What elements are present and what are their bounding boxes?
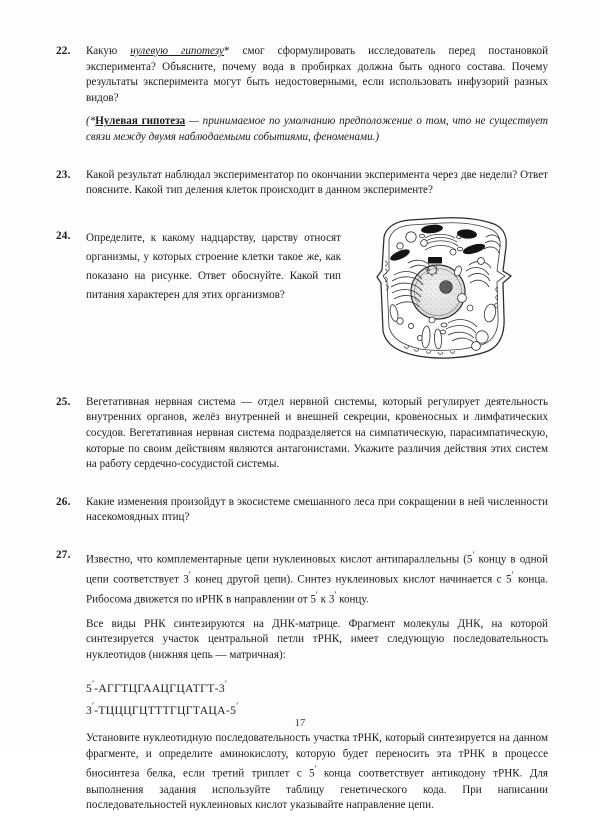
- question-text-24: Определите, к какому надцарству, царству относят организмы, у которых строение клетки такое же, как показано на рисунке. Ответ обоснуйте. Какой тип питания характерен для этих организмов?: [86, 231, 341, 301]
- q27-p1-b: концу в одной цепи соответствует 3: [86, 553, 548, 586]
- q27-p1-c: конец другой цепи). Синтез нуклеиновых кислот начинается с 5: [190, 573, 512, 586]
- question-22-paragraph-1: [86, 44, 548, 106]
- question-22-footnote: [86, 114, 548, 145]
- seq2-bases: -ТЦЦЦГЦТТТГЦГТАЦА-: [94, 704, 231, 718]
- question-27-paragraph-2: Все виды РНК синтезируются на ДНК-матрице. Фрагмент молекулы ДНК, на которой синтезируется участок центральной петли тРНК, имеет следующую последовательность нуклеотидов (нижняя цепь — матричная):: [86, 617, 548, 661]
- q22-term-null-hypothesis: нулевую гипотезу: [130, 45, 224, 57]
- q27-p1-f: концу.: [336, 594, 369, 607]
- q27-p1-e: к 3: [317, 594, 335, 607]
- q22-footnote-definition: — принимаемое по умолчанию предположение о том, что не существует связи между двумя наблюдаемыми событиями, феноменами.): [86, 115, 548, 143]
- prime-mark: ′: [314, 764, 317, 775]
- question-number-27: 27.: [56, 548, 71, 561]
- question-block-22: [56, 44, 548, 146]
- question-number-22: 22.: [56, 45, 71, 57]
- nucleolus: [439, 280, 452, 293]
- prime-mark: ′: [225, 678, 228, 689]
- question-block-24: [56, 229, 548, 365]
- question-block-25: [56, 395, 548, 473]
- eukaryotic-animal-cell-diagram: [370, 213, 520, 365]
- q27-closing-a: Установите нуклеотидную последовательность участка тРНК, который синтезируется на данном фрагменте, и определите аминокислоту, которую будет переносить эта тРНК в процессе биосинтеза белка, если третий триплет с 5: [86, 732, 548, 781]
- seq1-bases: -АГГТЦГААЦГЦАТГТ-: [94, 681, 219, 695]
- q22-footnote-term: Нулевая гипотеза: [95, 115, 186, 128]
- question-block-27: [56, 548, 548, 814]
- prime-mark: ′: [236, 701, 239, 712]
- q27-p1-d: конца. Рибосома движется по иРНК в направлении от 5: [86, 573, 548, 607]
- question-27-paragraph-1: [86, 548, 548, 609]
- seq2-start-label: 3: [86, 704, 93, 718]
- question-26-paragraph-1: Какие изменения произойдут в экосистеме смешанного леса при сокращении в ней численности насекомоядных птиц?: [86, 495, 548, 524]
- prime-mark: ′: [334, 590, 337, 601]
- question-text-22: [86, 44, 548, 146]
- question-number-26: 26.: [56, 495, 71, 508]
- prime-mark: ′: [315, 590, 318, 601]
- seq1-end-label: 3: [218, 681, 226, 695]
- question-number-23: 23.: [56, 168, 71, 181]
- q27-closing-b: конца соответствует антикодону тРНК. Для выполнения задания используйте таблицу генетического кода. При написании последовательностей нуклеиновых кислот указывайте направление цепи.: [86, 768, 548, 812]
- question-text-23: [86, 168, 548, 199]
- question-text-25: [86, 395, 548, 473]
- mitochondrion: [428, 257, 442, 264]
- question-text-26: [86, 495, 548, 526]
- prime-mark: ′: [188, 570, 191, 581]
- page-number: 17: [294, 718, 306, 729]
- question-number-25: 25.: [56, 395, 71, 408]
- prime-mark: ′: [511, 570, 514, 581]
- prime-mark: ′: [92, 678, 95, 689]
- page-content: [56, 44, 548, 830]
- question-25-paragraph-1: Вегетативная нервная система — отдел нервной системы, который регулирует деятельность внутренних органов, желёз внутренней и внешней секреции, кровеносных и лимфатических сосудов. Вегетативная нервная система подразделяется на симпатическую, парасимпатическую, которые по своим действиям являются антагонистами. Укажите различия действия этих систем на работу сердечно-сосудистой системы.: [86, 395, 548, 471]
- q22-run-3: * смог сформулировать исследователь перед постановкой эксперимента? Объясните, почему вода в пробирках должна быть одного состава. Почему результаты эксперимента могут быть недостоверными, если использовать инфузорий разных видов?: [86, 45, 549, 104]
- spacer-after-24: [56, 381, 548, 395]
- dna-sequence-coding-strand: [86, 675, 548, 698]
- q27-p1-a: Известно, что комплементарные цепи нуклеиновых кислот антипараллельны (5: [86, 553, 473, 566]
- dna-sequence-template-strand: [86, 697, 548, 720]
- question-23-paragraph-1: Какой результат наблюдал экспериментатор по окончании эксперимента через две недели? Ответ поясните. Какой тип деления клеток происходит в данном эксперименте?: [86, 168, 548, 197]
- seq1-start-label: 5: [86, 681, 93, 695]
- seq2-end-label: 5: [230, 704, 237, 718]
- question-block-26: [56, 495, 548, 526]
- prime-mark: ′: [92, 701, 95, 712]
- prime-mark: ′: [472, 549, 475, 560]
- dna-sequence-block: [86, 675, 548, 721]
- question-number-24: 24.: [56, 229, 71, 242]
- question-text-27: [86, 548, 548, 814]
- q22-footnote-open: (*: [86, 115, 96, 128]
- q22-run-1: Какую: [86, 45, 131, 57]
- cell-diagram-figure: [341, 213, 548, 365]
- question-block-23: [56, 168, 548, 199]
- question-27-paragraph-3: [86, 731, 548, 814]
